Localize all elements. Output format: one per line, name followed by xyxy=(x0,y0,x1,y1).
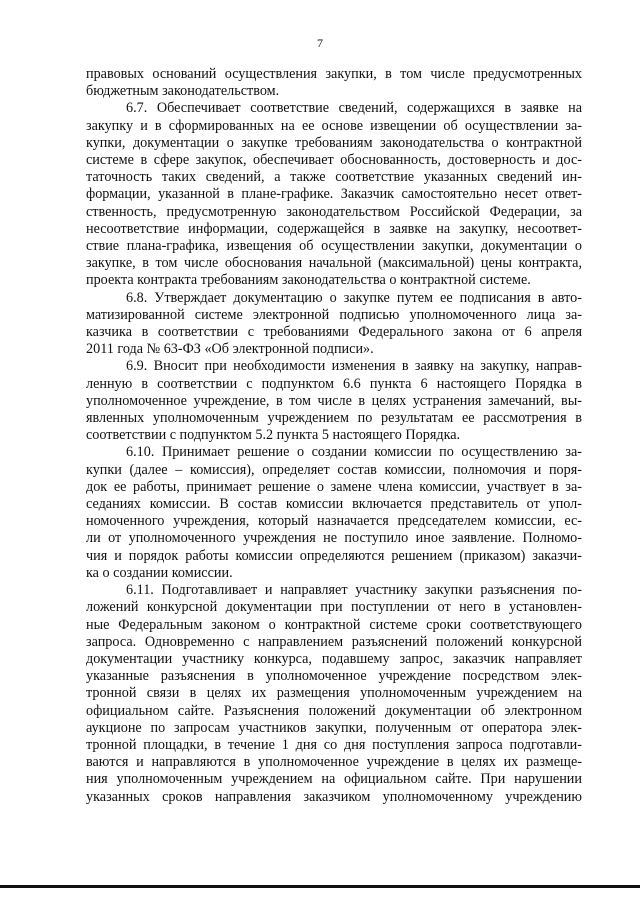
text-line: формации, указанной в плане-графике. Заказчик самостоятельно несет ответ- xyxy=(86,186,582,203)
text-line: 2011 года № 63-ФЗ «Об электронной подписи». xyxy=(86,341,374,358)
text-line: 6.9. Вносит при необходимости изменения в заявку на закупку, направ- xyxy=(126,358,582,375)
text-line: казчика в соответствии с требованиями Федерального закона от 6 апреля xyxy=(86,324,582,341)
text-line: указанные разъяснения в уполномоченное учреждение посредством элек- xyxy=(86,668,582,685)
text-line: соответствии с подпунктом 5.2 пункта 5 настоящего Порядка. xyxy=(86,427,461,444)
text-line: системе в сфере закупок, обеспечивает обоснованность, достоверность и дос- xyxy=(86,152,582,169)
text-line: тронной площадки, в течение 1 дня со дня поступления запроса подготавли- xyxy=(86,736,582,753)
page-bottom-edge-line xyxy=(0,885,640,888)
text-line: несоответствие информации, содержащейся в заявке на закупку, несоответ- xyxy=(86,220,582,237)
text-line: проекта контракта требованиям законодательства о контрактной системе. xyxy=(86,272,531,289)
paragraph-6-7 xyxy=(86,100,582,289)
text-line: 6.11. Подготавливает и направляет участнику закупки разъяснения по- xyxy=(126,582,582,599)
text-line: бюджетным законодательством. xyxy=(86,83,280,100)
paragraph-intro xyxy=(86,66,582,100)
text-line: 6.10. Принимает решение о создании комиссии по осуществлению за- xyxy=(126,444,582,461)
page-number: 7 xyxy=(317,36,323,50)
document-body xyxy=(86,66,582,806)
text-line: 6.8. Утверждает документацию о закупке путем ее подписания в авто- xyxy=(126,289,582,306)
text-line: док ее работы, принимает решение о замене члена комиссии, участвует в за- xyxy=(86,478,582,495)
text-line: тронной связи в целях их размещения уполномоченным учреждением на xyxy=(86,685,582,702)
text-line: ваются и направляются в уполномоченное учреждение в целях их размеще- xyxy=(86,754,582,771)
text-line: ложений конкурсной документации при поступлении от него в установлен- xyxy=(86,599,582,616)
text-line: ленную в соответствии с подпунктом 6.6 пункта 6 настоящего Порядка в xyxy=(86,375,582,392)
text-line: номоченного учреждения, который назначается председателем комиссии, ес- xyxy=(86,513,582,530)
text-line: уполномоченное учреждение, в том числе в целях устранения замечаний, вы- xyxy=(86,392,582,409)
text-line: седаниях комиссии. В состав комиссии включается представитель от упол- xyxy=(86,496,582,513)
paragraph-6-10 xyxy=(86,444,582,582)
text-line: официальном сайте. Разъяснения положений документации об электронном xyxy=(86,702,582,719)
text-line: аукционе по запросам участников закупки, полученным от оператора элек- xyxy=(86,719,582,736)
text-line: ния уполномоченным учреждением на официальном сайте. При нарушении xyxy=(86,771,582,788)
text-line: закупку и в сформированных на ее основе извещении об осуществлении за- xyxy=(86,117,582,134)
paragraph-6-11 xyxy=(86,582,582,806)
text-line: документации участнику конкурса, подавшему запрос, заказчик направляет xyxy=(86,650,582,667)
text-line: матизированной системе электронной подписью уполномоченного лица за- xyxy=(86,306,582,323)
text-line: таточность таких сведений, а также соответствие указанных сведений ин- xyxy=(86,169,582,186)
text-line: 6.7. Обеспечивает соответствие сведений, содержащихся в заявке на xyxy=(126,100,582,117)
text-line: запроса. Одновременно с направлением разъяснений положений конкурсной xyxy=(86,633,582,650)
paragraph-6-9 xyxy=(86,358,582,444)
text-line: правовых оснований осуществления закупки, в том числе предусмотренных xyxy=(86,66,582,82)
text-line: ственность, предусмотренную законодательством Российской Федерации, за xyxy=(86,203,582,220)
text-line: ствие плана-графика, извещения об осуществлении закупки, документации о xyxy=(86,238,582,255)
text-line: купки, документации о закупке требованиям законодательства о контрактной xyxy=(86,134,582,151)
text-line: ка о создании комиссии. xyxy=(86,564,233,581)
text-line: ли от уполномоченного учреждения не поступило иное заявление. Полномо- xyxy=(86,530,582,547)
text-line: указанных сроков направления заказчиком уполномоченному учреждению xyxy=(86,788,582,805)
paragraph-6-8 xyxy=(86,290,582,359)
text-line: купки (далее – комиссия), определяет состав комиссии, полномочия и поря- xyxy=(86,461,582,478)
text-line: явленных уполномоченным учреждением по результатам ее рассмотрения в xyxy=(86,410,582,427)
text-line: чия и порядок работы комиссии определяются решением (приказом) заказчи- xyxy=(86,547,582,564)
text-line: закупке, в том числе обоснования начальной (максимальной) цены контракта, xyxy=(86,255,582,272)
text-line: ные Федеральным законом о контрактной системе сроки соответствующего xyxy=(86,616,582,633)
